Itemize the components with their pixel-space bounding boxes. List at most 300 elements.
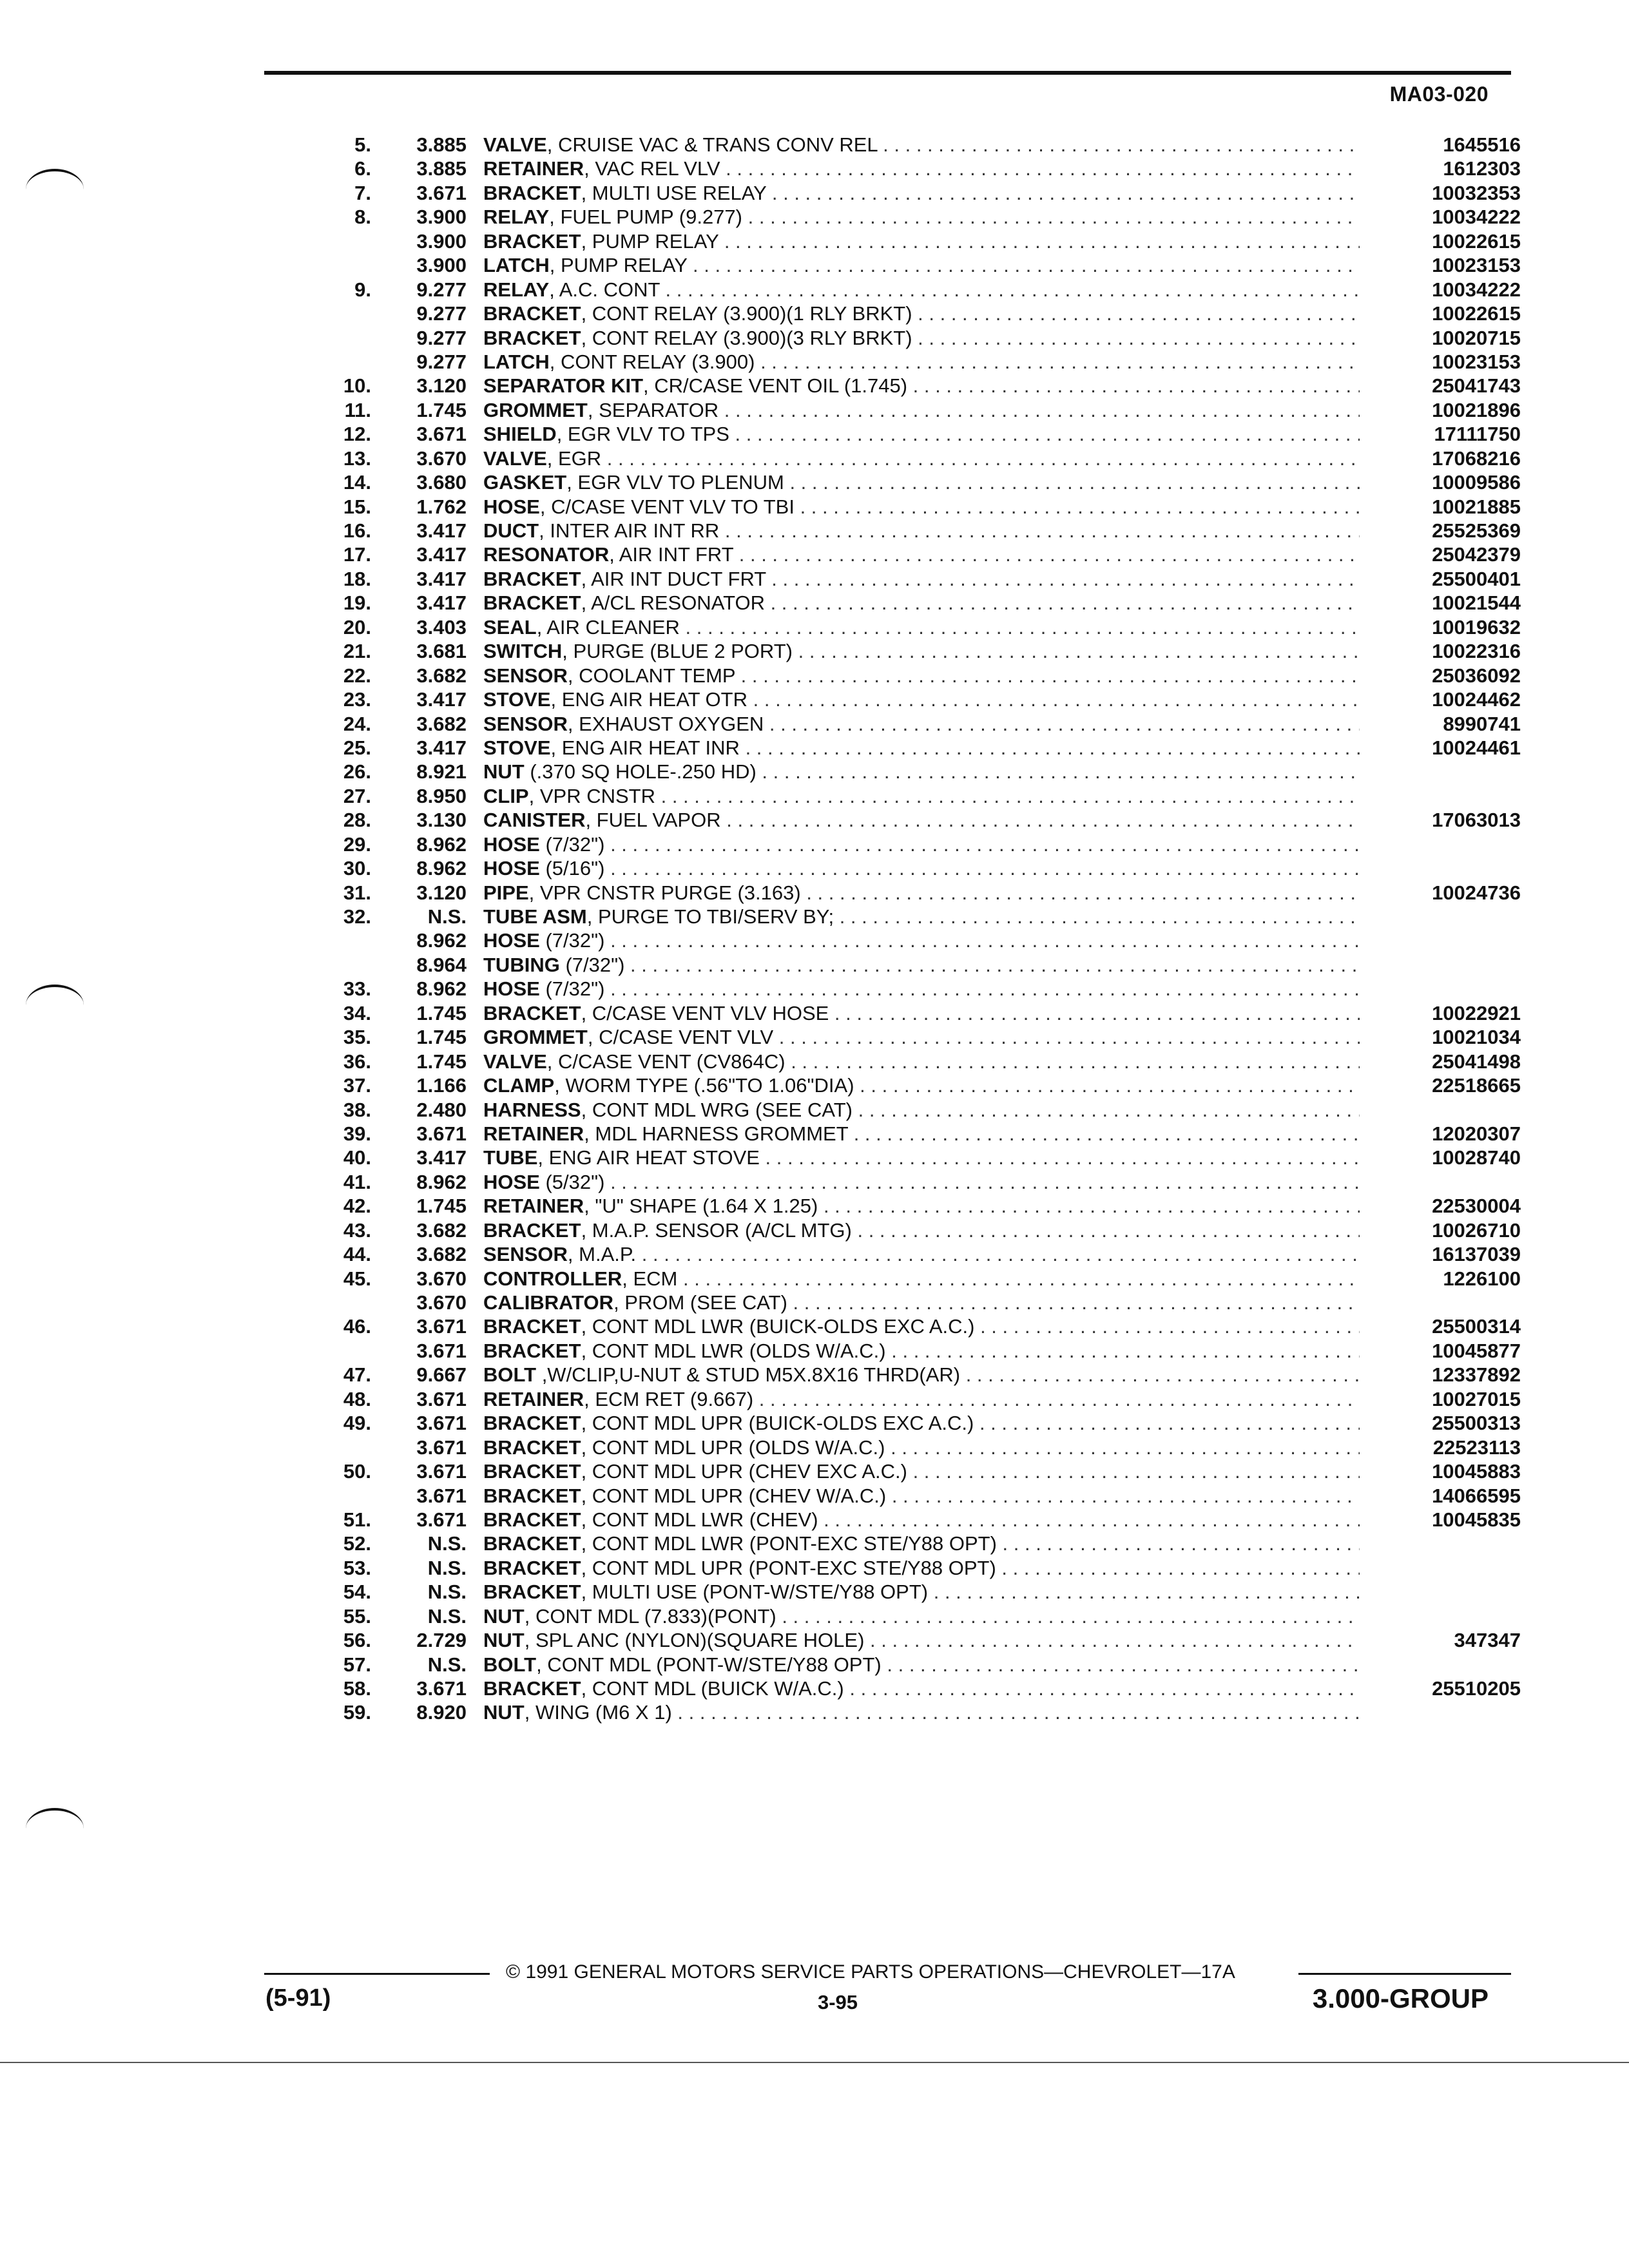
- part-name: HOSE: [483, 495, 540, 518]
- part-detail: , AIR INT FRT: [609, 543, 734, 566]
- part-name: RETAINER: [483, 1387, 584, 1410]
- ref-number: 27.: [343, 784, 371, 807]
- part-number: 10024736: [1432, 881, 1521, 904]
- part-name: LATCH: [483, 254, 550, 277]
- part-name: STOVE: [483, 688, 551, 711]
- part-description: [483, 1339, 1360, 1363]
- group-number: 3.671: [416, 1484, 467, 1507]
- part-row: [303, 1580, 1521, 1604]
- part-name: BRACKET: [483, 1315, 581, 1338]
- part-detail: , WORM TYPE (.56"TO 1.06"DIA): [554, 1074, 854, 1097]
- group-number: 9.277: [416, 326, 467, 349]
- group-number: 3.403: [416, 615, 467, 639]
- part-detail: , VAC REL VLV: [584, 157, 720, 180]
- group-number: N.S.: [427, 1653, 467, 1676]
- part-name: BOLT: [483, 1653, 537, 1676]
- group-number: 8.962: [416, 857, 467, 880]
- part-detail: , COOLANT TEMP: [567, 664, 736, 687]
- ref-number: 9.: [354, 278, 371, 301]
- part-detail: , ENG AIR HEAT INR: [550, 736, 740, 759]
- part-description: [483, 1050, 1360, 1073]
- part-name: GROMMET: [483, 1026, 588, 1049]
- group-number: N.S.: [427, 1581, 467, 1604]
- part-detail: , FUEL PUMP (9.277): [549, 206, 742, 229]
- group-number: 8.962: [416, 929, 467, 952]
- part-number: 25500401: [1432, 567, 1521, 590]
- part-description: [483, 664, 1360, 687]
- ref-number: 17.: [343, 543, 371, 566]
- group-number: 1.762: [416, 495, 467, 518]
- part-row: [303, 1291, 1521, 1314]
- part-detail: , CONT RELAY (3.900)(1 RLY BRKT): [581, 302, 912, 325]
- part-name: VALVE: [483, 133, 547, 156]
- group-number: 3.417: [416, 543, 467, 566]
- part-row: [303, 1363, 1521, 1387]
- part-number: 17111750: [1434, 423, 1521, 446]
- part-row: [303, 1050, 1521, 1073]
- group-number: 8.962: [416, 977, 467, 1001]
- part-number: 10028740: [1432, 1146, 1521, 1169]
- part-name: SHIELD: [483, 423, 557, 446]
- part-number: 10023153: [1432, 254, 1521, 277]
- part-row: [303, 736, 1521, 760]
- part-row: [303, 928, 1521, 952]
- part-row: [303, 977, 1521, 1001]
- ref-number: 39.: [343, 1122, 371, 1145]
- ref-number: 38.: [343, 1098, 371, 1121]
- part-number: 25500314: [1432, 1315, 1521, 1338]
- part-row: [303, 1001, 1521, 1025]
- part-row: [303, 447, 1521, 470]
- part-detail: , CONT MDL LWR (PONT-EXC STE/Y88 OPT): [581, 1532, 997, 1555]
- part-detail: , PUMP RELAY: [549, 254, 688, 277]
- ref-number: 6.: [354, 157, 371, 180]
- group-number: 3.671: [416, 181, 467, 204]
- part-description: [483, 1025, 1360, 1049]
- part-name: BRACKET: [483, 1508, 581, 1531]
- part-name: NUT: [483, 760, 525, 783]
- part-row: [303, 519, 1521, 543]
- part-row: [303, 1508, 1521, 1532]
- part-detail: , CONT MDL UPR (PONT-EXC STE/Y88 OPT): [581, 1556, 996, 1579]
- group-number: 3.900: [416, 229, 467, 253]
- part-description: [483, 1677, 1360, 1700]
- group-number: 8.921: [416, 760, 467, 783]
- part-name: BRACKET: [483, 1339, 581, 1362]
- part-row: [303, 350, 1521, 374]
- part-detail: , MULTI USE (PONT-W/STE/Y88 OPT): [581, 1581, 929, 1604]
- part-number: 10045883: [1432, 1460, 1521, 1483]
- part-row: [303, 157, 1521, 180]
- ref-number: 56.: [343, 1629, 371, 1652]
- ref-number: 32.: [343, 905, 371, 928]
- part-row: [303, 398, 1521, 422]
- part-detail: , CONT MDL (PONT-W/STE/Y88 OPT): [536, 1653, 882, 1676]
- ref-number: 26.: [343, 760, 371, 783]
- part-description: [483, 253, 1360, 277]
- part-detail: , SPL ANC (NYLON)(SQUARE HOLE): [524, 1629, 865, 1652]
- group-number: 9.667: [416, 1363, 467, 1387]
- part-row: [303, 181, 1521, 205]
- part-name: BRACKET: [483, 302, 581, 325]
- part-row: [303, 1073, 1521, 1097]
- part-description: [483, 519, 1360, 543]
- part-description: [483, 1484, 1360, 1508]
- part-detail: (5/32"): [539, 1170, 605, 1193]
- part-detail: , CONT MDL LWR (OLDS W/A.C.): [581, 1339, 886, 1362]
- part-detail: , CONT MDL UPR (BUICK-OLDS EXC A.C.): [581, 1412, 974, 1435]
- part-name: RELAY: [483, 278, 550, 301]
- group-number: 3.120: [416, 881, 467, 904]
- group-number: 3.417: [416, 1146, 467, 1169]
- part-number: 1645516: [1443, 133, 1521, 156]
- part-name: RESONATOR: [483, 543, 610, 566]
- part-detail: , M.A.P.: [567, 1243, 637, 1266]
- part-number: 12020307: [1432, 1122, 1521, 1145]
- part-detail: , A.C. CONT: [549, 278, 660, 301]
- part-description: [483, 398, 1360, 422]
- part-detail: , PROM (SEE CAT): [613, 1291, 787, 1314]
- part-name: CANISTER: [483, 809, 586, 832]
- ref-number: 48.: [343, 1387, 371, 1410]
- revision-date: (5-91): [265, 1984, 331, 2012]
- part-number: 22518665: [1432, 1074, 1521, 1097]
- group-number: 3.671: [416, 1315, 467, 1338]
- group-number: 3.900: [416, 206, 467, 229]
- part-name: DUCT: [483, 519, 539, 542]
- part-row: [303, 1677, 1521, 1700]
- part-description: [483, 760, 1360, 783]
- part-detail: ,W/CLIP,U-NUT & STUD M5X.8X16 THRD(AR): [536, 1363, 961, 1387]
- part-number: 10023153: [1432, 350, 1521, 373]
- ref-number: 30.: [343, 857, 371, 880]
- part-detail: , INTER AIR INT RR: [539, 519, 720, 542]
- part-detail: , A/CL RESONATOR: [581, 591, 765, 615]
- part-row: [303, 326, 1521, 350]
- part-detail: , C/CASE VENT VLV: [587, 1026, 774, 1049]
- part-name: STOVE: [483, 736, 551, 759]
- ref-number: 41.: [343, 1170, 371, 1193]
- part-name: SENSOR: [483, 712, 568, 735]
- parts-list: [303, 133, 1521, 1725]
- group-number: 8.950: [416, 784, 467, 807]
- part-row: [303, 422, 1521, 446]
- part-name: BRACKET: [483, 1218, 581, 1242]
- part-name: SEAL: [483, 615, 537, 639]
- part-detail: , CONT MDL LWR (BUICK-OLDS EXC A.C.): [581, 1315, 975, 1338]
- ref-number: 20.: [343, 615, 371, 639]
- part-detail: (7/32"): [539, 929, 605, 952]
- part-description: [483, 1604, 1360, 1628]
- part-row: [303, 1628, 1521, 1652]
- ref-number: 45.: [343, 1267, 371, 1290]
- ref-number: 33.: [343, 977, 371, 1001]
- part-detail: , CONT RELAY (3.900): [549, 350, 755, 373]
- part-number: 10024462: [1432, 688, 1521, 711]
- part-description: [483, 470, 1360, 494]
- part-name: LATCH: [483, 350, 550, 373]
- part-name: NUT: [483, 1604, 525, 1628]
- part-number: 10021034: [1432, 1026, 1521, 1049]
- part-description: [483, 1001, 1360, 1025]
- part-description: [483, 1436, 1360, 1459]
- part-number: 10026710: [1432, 1218, 1521, 1242]
- part-detail: , EGR VLV TO TPS: [556, 423, 729, 446]
- part-detail: , CONT MDL LWR (CHEV): [581, 1508, 818, 1531]
- part-detail: , CONT MDL UPR (CHEV EXC A.C.): [581, 1460, 907, 1483]
- part-row: [303, 905, 1521, 928]
- group-number: 3.120: [416, 374, 467, 398]
- part-number: 17068216: [1432, 447, 1521, 470]
- part-number: 12337892: [1432, 1363, 1521, 1387]
- part-row: [303, 567, 1521, 591]
- part-description: [483, 205, 1360, 229]
- part-description: [483, 422, 1360, 446]
- part-name: BRACKET: [483, 1532, 581, 1555]
- group-number: 3.671: [416, 1508, 467, 1531]
- part-row: [303, 543, 1521, 566]
- part-description: [483, 302, 1360, 325]
- part-name: HARNESS: [483, 1098, 581, 1121]
- part-number: 10022615: [1432, 302, 1521, 325]
- part-number: 347347: [1454, 1629, 1521, 1652]
- header-rule: [264, 71, 1511, 75]
- part-detail: , CONT MDL UPR (OLDS W/A.C.): [581, 1436, 885, 1459]
- part-description: [483, 1194, 1360, 1218]
- ref-number: 14.: [343, 471, 371, 494]
- part-detail: , WING (M6 X 1): [524, 1701, 672, 1724]
- part-description: [483, 1508, 1360, 1532]
- part-description: [483, 1628, 1360, 1652]
- part-row: [303, 253, 1521, 277]
- part-name: HOSE: [483, 832, 540, 856]
- ref-number: 44.: [343, 1243, 371, 1266]
- ref-number: 52.: [343, 1532, 371, 1555]
- ref-number: 57.: [343, 1653, 371, 1676]
- part-row: [303, 1484, 1521, 1508]
- part-description: [483, 808, 1360, 832]
- binder-hole-mark: [26, 1808, 84, 1849]
- group-number: 3.671: [416, 1412, 467, 1435]
- part-name: TUBE ASM: [483, 905, 587, 928]
- part-row: [303, 1267, 1521, 1291]
- part-detail: , M.A.P. SENSOR (A/CL MTG): [581, 1218, 852, 1242]
- part-detail: , ECM: [622, 1267, 678, 1290]
- part-row: [303, 205, 1521, 229]
- part-number: 10022615: [1432, 229, 1521, 253]
- part-row: [303, 133, 1521, 157]
- ref-number: 50.: [343, 1460, 371, 1483]
- part-row: [303, 1436, 1521, 1459]
- part-number: 10020715: [1432, 326, 1521, 349]
- part-number: 10034222: [1432, 206, 1521, 229]
- part-description: [483, 181, 1360, 205]
- part-name: BRACKET: [483, 1484, 581, 1507]
- group-number: 3.900: [416, 254, 467, 277]
- part-detail: , ECM RET (9.667): [584, 1387, 754, 1410]
- part-description: [483, 953, 1360, 977]
- group-number: 9.277: [416, 302, 467, 325]
- ref-number: 46.: [343, 1315, 371, 1338]
- part-detail: , MDL HARNESS GROMMET: [584, 1122, 849, 1145]
- part-number: 25036092: [1432, 664, 1521, 687]
- part-name: RETAINER: [483, 1122, 584, 1145]
- part-row: [303, 760, 1521, 783]
- part-name: HOSE: [483, 1170, 540, 1193]
- part-name: VALVE: [483, 1050, 547, 1073]
- part-number: 10019632: [1432, 615, 1521, 639]
- group-number: 3.671: [416, 1122, 467, 1145]
- part-description: [483, 687, 1360, 711]
- ref-number: 25.: [343, 736, 371, 759]
- part-row: [303, 1194, 1521, 1218]
- part-detail: , CONT MDL UPR (CHEV W/A.C.): [581, 1484, 887, 1507]
- group-number: 3.417: [416, 519, 467, 542]
- ref-number: 21.: [343, 640, 371, 663]
- group-number: 3.671: [416, 423, 467, 446]
- group-number: 8.962: [416, 832, 467, 856]
- group-number: 3.682: [416, 1218, 467, 1242]
- part-description: [483, 1122, 1360, 1146]
- part-description: [483, 1291, 1360, 1314]
- part-description: [483, 1580, 1360, 1604]
- part-name: GASKET: [483, 471, 567, 494]
- group-number: 3.671: [416, 1460, 467, 1483]
- part-description: [483, 736, 1360, 760]
- part-name: BRACKET: [483, 1460, 581, 1483]
- group-number: 1.745: [416, 1195, 467, 1218]
- part-number: 10009586: [1432, 471, 1521, 494]
- part-name: BRACKET: [483, 567, 581, 590]
- part-number: 8990741: [1443, 712, 1521, 735]
- part-description: [483, 447, 1360, 470]
- document-code: MA03-020: [1389, 82, 1489, 106]
- part-number: 10024461: [1432, 736, 1521, 759]
- part-number: 10032353: [1432, 181, 1521, 204]
- ref-number: 10.: [343, 374, 371, 398]
- part-description: [483, 278, 1360, 302]
- part-detail: , PURGE TO TBI/SERV BY;: [586, 905, 834, 928]
- part-name: GROMMET: [483, 398, 588, 421]
- part-number: 10045835: [1432, 1508, 1521, 1531]
- part-name: HOSE: [483, 977, 540, 1001]
- part-name: RELAY: [483, 206, 550, 229]
- group-number: 3.417: [416, 688, 467, 711]
- ref-number: 18.: [343, 567, 371, 590]
- part-description: [483, 350, 1360, 374]
- part-name: CLAMP: [483, 1074, 555, 1097]
- part-number: 10022316: [1432, 640, 1521, 663]
- part-detail: , CR/CASE VENT OIL (1.745): [643, 374, 908, 398]
- part-row: [303, 1339, 1521, 1363]
- part-name: SWITCH: [483, 640, 563, 663]
- part-number: 10021896: [1432, 398, 1521, 421]
- part-row: [303, 1218, 1521, 1242]
- part-name: BRACKET: [483, 1677, 581, 1700]
- part-row: [303, 1604, 1521, 1628]
- part-detail: , AIR INT DUCT FRT: [581, 567, 766, 590]
- part-row: [303, 1170, 1521, 1194]
- part-number: 25510205: [1432, 1677, 1521, 1700]
- part-row: [303, 1025, 1521, 1049]
- part-name: SENSOR: [483, 664, 568, 687]
- ref-number: 5.: [354, 133, 371, 156]
- part-row: [303, 639, 1521, 663]
- part-number: 10022921: [1432, 1001, 1521, 1024]
- ref-number: 29.: [343, 832, 371, 856]
- ref-number: 24.: [343, 712, 371, 735]
- part-name: HOSE: [483, 929, 540, 952]
- part-detail: , EGR: [546, 447, 602, 470]
- group-number: N.S.: [427, 1556, 467, 1579]
- ref-number: 53.: [343, 1556, 371, 1579]
- part-description: [483, 1532, 1360, 1555]
- part-number: 1612303: [1443, 157, 1521, 180]
- part-description: [483, 1170, 1360, 1194]
- part-name: NUT: [483, 1629, 525, 1652]
- part-description: [483, 591, 1360, 615]
- footer-rule-right: [1298, 1973, 1511, 1975]
- part-row: [303, 495, 1521, 519]
- ref-number: 47.: [343, 1363, 371, 1387]
- part-name: BRACKET: [483, 229, 581, 253]
- part-detail: , C/CASE VENT VLV TO TBI: [539, 495, 795, 518]
- group-number: N.S.: [427, 1532, 467, 1555]
- group-number: 3.671: [416, 1387, 467, 1410]
- group-number: 3.682: [416, 712, 467, 735]
- part-number: 1226100: [1443, 1267, 1521, 1290]
- part-number: 25042379: [1432, 543, 1521, 566]
- ref-number: 58.: [343, 1677, 371, 1700]
- ref-number: 8.: [354, 206, 371, 229]
- copyright-notice: © 1991 GENERAL MOTORS SERVICE PARTS OPERATIONS—CHEVROLET—17A: [506, 1961, 1235, 1983]
- part-description: [483, 567, 1360, 591]
- group-number: 1.745: [416, 1050, 467, 1073]
- ref-number: 7.: [354, 181, 371, 204]
- part-row: [303, 881, 1521, 905]
- part-row: [303, 832, 1521, 856]
- ref-number: 31.: [343, 881, 371, 904]
- part-description: [483, 326, 1360, 350]
- ref-number: 40.: [343, 1146, 371, 1169]
- group-number: 1.745: [416, 398, 467, 421]
- part-name: TUBING: [483, 953, 560, 976]
- part-description: [483, 1098, 1360, 1122]
- group-number: 9.277: [416, 350, 467, 373]
- part-detail: , EXHAUST OXYGEN: [567, 712, 764, 735]
- part-detail: , EGR VLV TO PLENUM: [566, 471, 784, 494]
- part-row: [303, 229, 1521, 253]
- part-description: [483, 1653, 1360, 1677]
- part-description: [483, 784, 1360, 808]
- part-row: [303, 1387, 1521, 1411]
- ref-number: 13.: [343, 447, 371, 470]
- part-number: 10021885: [1432, 495, 1521, 518]
- part-detail: , CONT MDL (BUICK W/A.C.): [581, 1677, 844, 1700]
- ref-number: 19.: [343, 591, 371, 615]
- part-detail: , MULTI USE RELAY: [581, 181, 767, 204]
- ref-number: 11.: [344, 398, 371, 421]
- part-description: [483, 639, 1360, 663]
- part-row: [303, 1556, 1521, 1580]
- part-row: [303, 687, 1521, 711]
- part-detail: , PURGE (BLUE 2 PORT): [562, 640, 793, 663]
- part-name: HOSE: [483, 857, 540, 880]
- part-row: [303, 808, 1521, 832]
- part-row: [303, 1411, 1521, 1435]
- group-number: 1.166: [416, 1074, 467, 1097]
- part-description: [483, 229, 1360, 253]
